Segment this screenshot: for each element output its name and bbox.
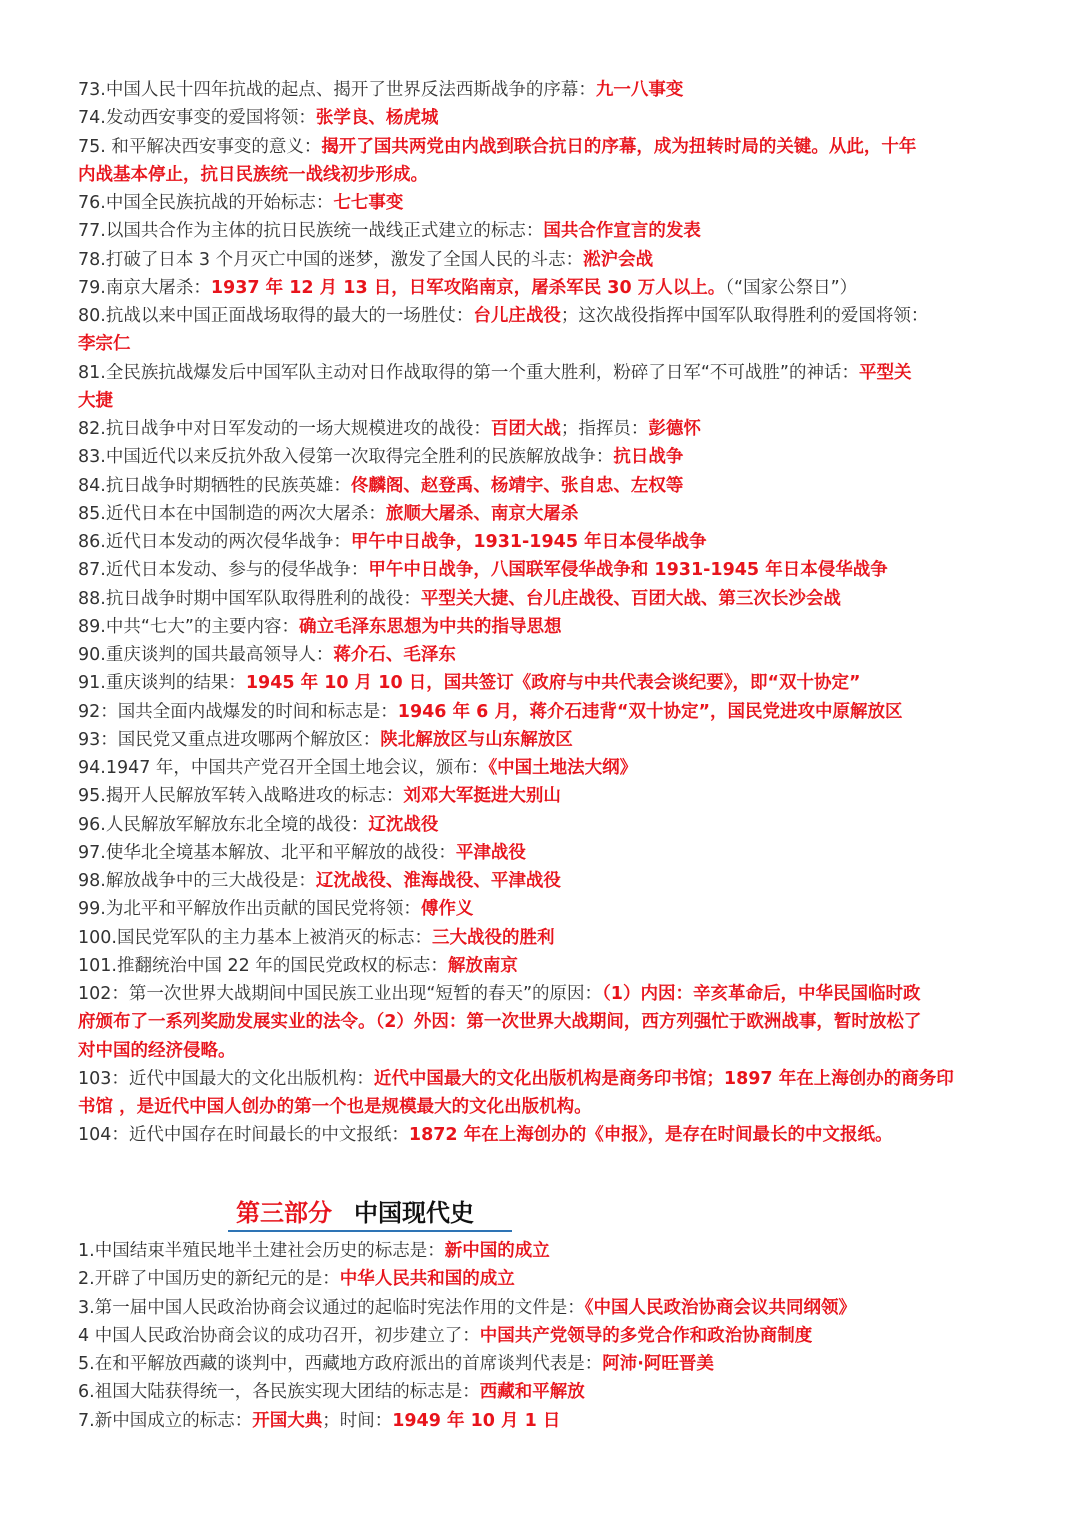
answer-text: 1872 年在上海创办的《申报》，是存在时间最长的中文报纸。 — [408, 1125, 893, 1146]
question-text: 103：近代中国最大的文化出版机构： — [78, 1068, 374, 1089]
text-line — [78, 1322, 812, 1350]
answer-text: 三大战役的胜利 — [431, 927, 555, 948]
answer-text: 新中国的成立 — [444, 1241, 550, 1261]
answer-text: 平型关 — [858, 362, 912, 383]
answer-text: 旅顺大屠杀、南京大屠杀 — [385, 503, 579, 524]
text-line — [78, 246, 653, 274]
answer-text: 阿沛·阿旺晋美 — [602, 1354, 714, 1374]
question-text: 102：第一次世界大战期间中国民族工业出现“短暂的春天”的原因： — [78, 984, 603, 1004]
text-line — [78, 980, 920, 1008]
text-line — [78, 556, 888, 584]
text-line — [78, 161, 428, 189]
question-text: ；指挥员： — [560, 419, 649, 439]
section-heading-underline — [228, 1230, 512, 1232]
question-text: 97.使华北全境基本解放、北平和平解放的战役： — [78, 842, 456, 863]
question-text: 94.1947 年，中国共产党召开全国土地会议，颁布： — [78, 758, 489, 778]
answer-text: 内战基本停止，抗日民族统一战线初步形成。 — [78, 164, 428, 185]
text-line — [78, 104, 438, 132]
question-text: 78.打破了日本 3 个月灭亡中国的迷梦，激发了全国人民的斗志： — [78, 249, 584, 270]
question-text: 92：国共全面内战爆发的时间和标志是： — [78, 701, 398, 722]
text-line — [78, 76, 683, 104]
text-line — [78, 1065, 954, 1093]
text-line — [78, 726, 573, 754]
question-text: 85.近代日本在中国制造的两次大屠杀： — [78, 503, 386, 524]
answer-text: 刘邓大军挺进大别山 — [403, 786, 561, 807]
answer-text: 中华人民共和国的成立 — [339, 1269, 515, 1290]
question-text: 98.解放战争中的三大战役是： — [78, 871, 316, 891]
answer-text: 中国共产党领导的多党合作和政治协商制度 — [479, 1325, 813, 1346]
question-text: 1.中国结束半殖民地半土建社会历史的标志是： — [78, 1241, 445, 1261]
answer-text: 1937 年 12 月 13 日，日军攻陷南京，屠杀军民 30 万人以上。 — [210, 277, 726, 298]
answer-text: 揭开了国共两党由内战到联合抗日的序幕，成为扭转时局的关键。从此，十年 — [321, 136, 917, 157]
text-line — [78, 1350, 714, 1378]
question-text: 99.为北平和平解放作出贡献的国民党将领： — [78, 899, 421, 920]
answer-text: 西藏和平解放 — [479, 1382, 585, 1403]
question-text: 83.中国近代以来反抗外敌入侵第一次取得完全胜利的民族解放战争： — [78, 447, 614, 468]
answer-text: 平型关大捷、台儿庄战役、百团大战、第三次长沙会战 — [420, 588, 841, 609]
question-text: 93：国民党又重点进攻哪两个解放区： — [78, 729, 381, 750]
answer-text: 书馆 ，是近代中国人创办的第一个也是规模最大的文化出版机构。 — [78, 1097, 592, 1117]
text-line — [78, 1121, 892, 1149]
text-line — [78, 1093, 592, 1121]
question-text: 86.近代日本发动的两次侵华战争： — [78, 532, 351, 552]
text-line — [78, 415, 701, 443]
answer-text: 1946 年 6 月，蒋介石违背“双十协定”，国民党进攻中原解放区 — [397, 701, 903, 722]
answer-text: 国共合作宣言的发表 — [543, 221, 701, 242]
text-line — [78, 895, 473, 923]
question-text: 75. 和平解决西安事变的意义： — [78, 136, 322, 157]
question-text: 88.抗日战争时期中国军队取得胜利的战役： — [78, 588, 421, 609]
text-line — [78, 585, 841, 613]
text-line — [78, 387, 113, 415]
answer-text: 《中国土地法大纲》 — [488, 758, 638, 778]
text-line — [78, 330, 131, 358]
answer-text: 张学良、杨虎城 — [315, 108, 439, 129]
answer-text: 解放南京 — [447, 955, 518, 976]
answer-text: 佟麟阁、赵登禹、杨靖宇、张自忠、左权等 — [350, 475, 684, 496]
text-line — [78, 613, 561, 641]
text-line — [78, 1008, 921, 1036]
question-text: 3.第一届中国人民政治协商会议通过的起临时宪法作用的文件是： — [78, 1297, 585, 1318]
text-line — [78, 952, 518, 980]
answer-text: 陕北解放区与山东解放区 — [380, 729, 573, 750]
text-line — [78, 217, 701, 245]
text-line — [78, 924, 554, 952]
question-text: （“国家公祭日”） — [725, 277, 858, 298]
question-text: 81.全民族抗战爆发后中国军队主动对日作战取得的第一个重大胜利，粉碎了日军“不可战胜”的神话： — [78, 362, 859, 383]
text-line — [78, 839, 526, 867]
answer-text: 傅作义 — [420, 899, 474, 920]
answer-text: 对中国的经济侵略。 — [78, 1040, 236, 1061]
answer-text: 台儿庄战役 — [473, 306, 561, 326]
answer-text: 抗日战争 — [613, 447, 684, 468]
question-text: 79.南京大屠杀： — [78, 277, 211, 298]
text-line — [78, 811, 438, 839]
question-text: 87.近代日本发动、参与的侵华战争： — [78, 560, 369, 581]
answer-text: 1949 年 10 月 1 日 — [392, 1410, 561, 1431]
text-line — [78, 1378, 585, 1406]
question-text: 74.发动西安事变的爱国将领： — [78, 108, 316, 129]
text-line — [78, 472, 683, 500]
text-line — [78, 359, 911, 387]
question-text: 76.中国全民族抗战的开始标志： — [78, 193, 334, 213]
text-line — [78, 1294, 856, 1322]
text-line — [78, 1037, 236, 1065]
answer-text: 平津战役 — [455, 842, 526, 863]
answer-text: 《中国人民政治协商会议共同纲领》 — [584, 1297, 856, 1318]
text-line — [78, 698, 902, 726]
question-text: 89.中共“七大”的主要内容： — [78, 616, 299, 637]
text-line — [78, 669, 860, 697]
section-name: 中国现代史 — [354, 1199, 474, 1227]
answer-text: 甲午中日战争，1931-1945 年日本侵华战争 — [350, 532, 707, 552]
answer-text: 辽沈战役、淮海战役、平津战役 — [315, 871, 561, 891]
answer-text: 淞沪会战 — [583, 249, 654, 270]
question-text: 100.国民党军队的主力基本上被消灭的标志： — [78, 927, 432, 948]
question-text: 84.抗日战争时期牺牲的民族英雄： — [78, 475, 351, 496]
section-part-label: 第三部分 — [236, 1199, 332, 1227]
answer-text: 百团大战 — [490, 419, 561, 439]
answer-text: 彭德怀 — [648, 419, 701, 439]
question-text: 80.抗战以来中国正面战场取得的最大的一场胜仗： — [78, 306, 474, 326]
question-text: 90.重庆谈判的国共最高领导人： — [78, 645, 334, 665]
text-line — [78, 782, 561, 810]
text-line — [78, 443, 683, 471]
section-heading — [236, 1194, 474, 1232]
answer-text: 七七事变 — [333, 193, 404, 213]
answer-text: 近代中国最大的文化出版机构是商务印书馆；1897 年在上海创办的商务印 — [373, 1068, 954, 1089]
text-line — [78, 528, 707, 556]
answer-text: 甲午中日战争，八国联军侵华战争和 1931-1945 年日本侵华战争 — [368, 560, 888, 581]
text-line — [78, 1265, 515, 1293]
question-text: 104：近代中国存在时间最长的中文报纸： — [78, 1125, 409, 1146]
text-line — [78, 133, 916, 161]
answer-text: （1）内因：辛亥革命后，中华民国临时政 — [602, 984, 921, 1004]
answer-text: 辽沈战役 — [368, 814, 439, 835]
answer-text: 李宗仁 — [78, 334, 131, 355]
question-text: 2.开辟了中国历史的新纪元的是： — [78, 1269, 340, 1290]
question-text: 101.推翻统治中国 22 年的国民党政权的标志： — [78, 955, 448, 976]
answer-text: 蒋介石、毛泽东 — [333, 645, 456, 665]
answer-text: 确立毛泽东思想为中共的指导思想 — [298, 616, 562, 637]
answer-text: 九一八事变 — [595, 80, 684, 100]
text-line — [78, 1407, 560, 1435]
question-text: 5.在和平解放西藏的谈判中，西藏地方政府派出的首席谈判代表是： — [78, 1354, 603, 1374]
text-line — [78, 189, 403, 217]
question-text: ；时间： — [322, 1410, 393, 1431]
text-line — [78, 274, 857, 302]
question-text: 91.重庆谈判的结果： — [78, 673, 246, 694]
question-text: 7.新中国成立的标志： — [78, 1410, 253, 1431]
question-text: 6.祖国大陆获得统一，各民族实现大团结的标志是： — [78, 1382, 480, 1403]
text-line — [78, 302, 928, 330]
answer-text: 1945 年 10 月 10 日，国共签订《政府与中共代表会谈纪要》，即“双十协定” — [245, 673, 861, 694]
question-text: 77.以国共合作为主体的抗日民族统一战线正式建立的标志： — [78, 221, 544, 242]
question-text: ；这次战役指挥中国军队取得胜利的爱国将领： — [560, 306, 929, 326]
question-text: 95.揭开人民解放军转入战略进攻的标志： — [78, 786, 404, 807]
text-line — [78, 1237, 550, 1265]
question-text: 4 中国人民政治协商会议的成功召开，初步建立了： — [78, 1325, 480, 1346]
text-line — [78, 867, 561, 895]
question-text: 73.中国人民十四年抗战的起点、揭开了世界反法西斯战争的序幕： — [78, 80, 596, 100]
text-line — [78, 500, 578, 528]
text-line — [78, 754, 637, 782]
answer-text: 大捷 — [78, 390, 113, 411]
answer-text: 府颁布了一系列奖励发展实业的法令。（2）外因：第一次世界大战期间，西方列强忙于欧洲战事，暂时放松了 — [78, 1012, 922, 1033]
question-text: 82.抗日战争中对日军发动的一场大规模进攻的战役： — [78, 419, 491, 439]
question-text: 96.人民解放军解放东北全境的战役： — [78, 814, 369, 835]
text-line — [78, 641, 456, 669]
answer-text: 开国大典 — [252, 1410, 323, 1431]
